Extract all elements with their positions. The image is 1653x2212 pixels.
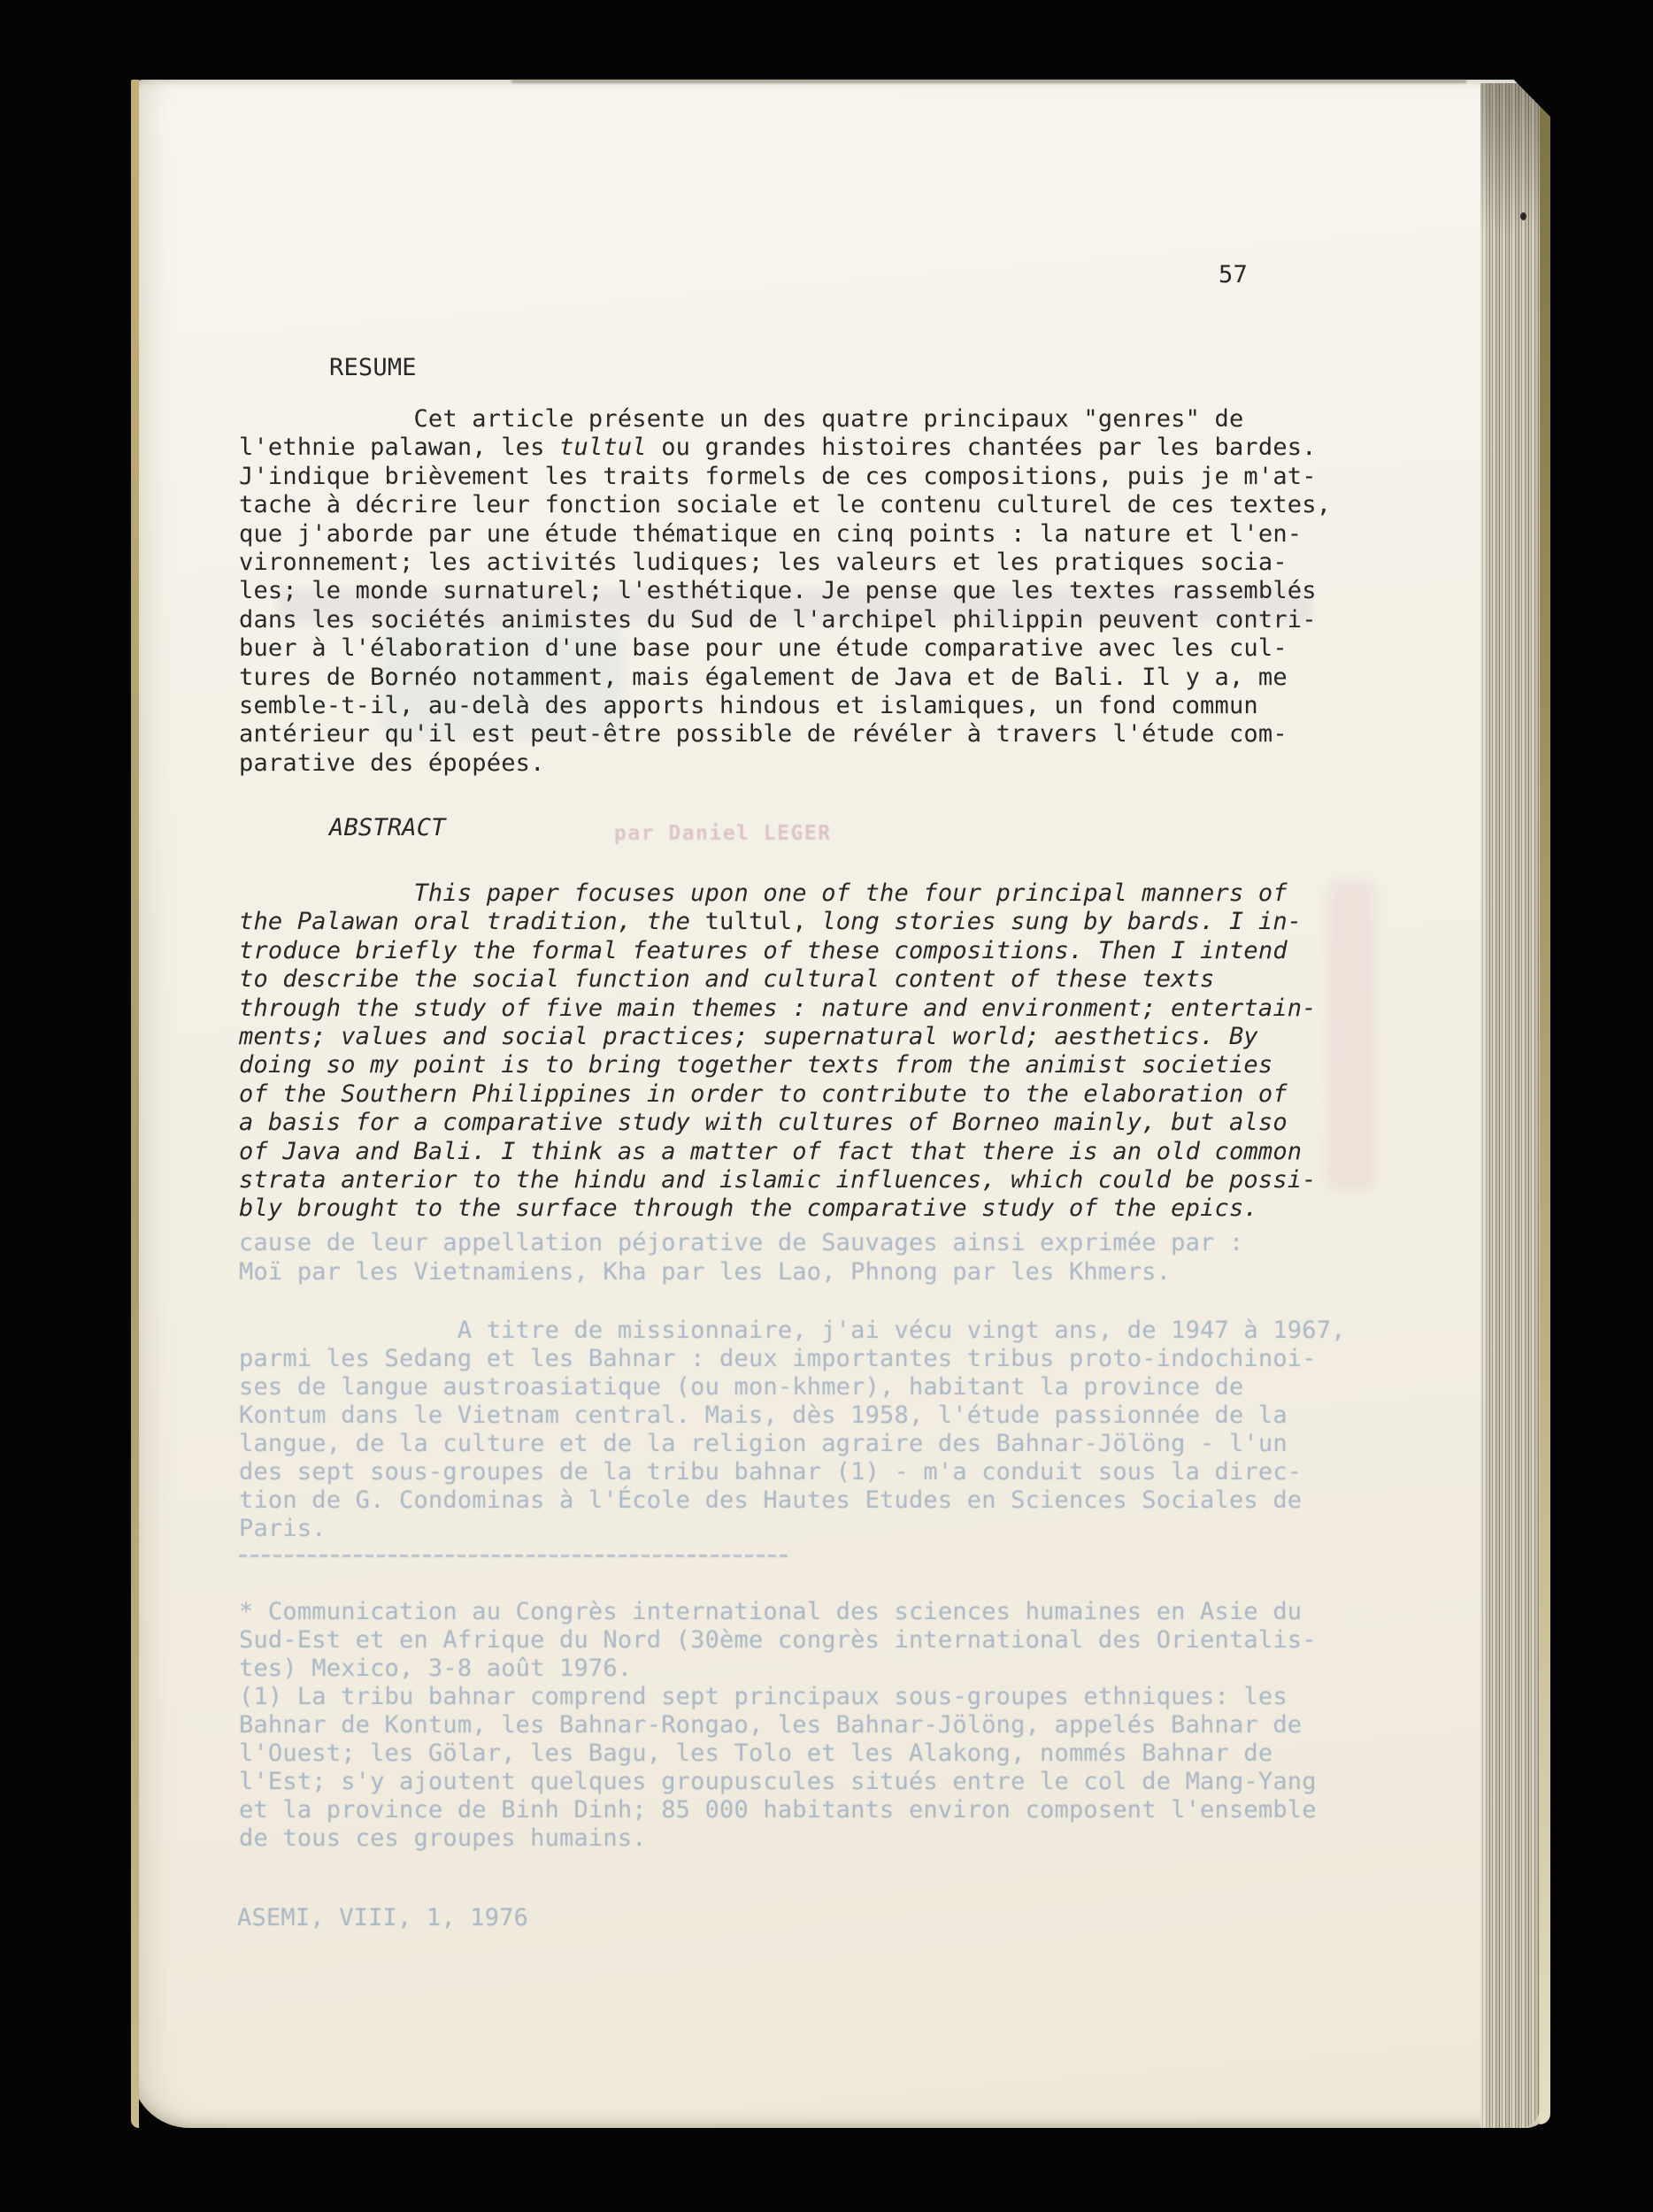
abstract-heading: ABSTRACT <box>329 814 446 841</box>
abstract-paragraph: This paper focuses upon one of the four principal manners of the Palawan oral tradition, the tultul, long stories sung by bards. I in- troduce briefly the formal features of these compositions. Then I intend to describe the social function and cultural content of these texts through the study of five main themes : nature and environment; entertain- ments; values and social practices; supernatural world; aesthetics. By doing so my point is to bring together texts from the animist societies of the Southern Philippines in order to contribute to the elaboration of a basis for a comparative study with cultures of Borneo mainly, but also of Java and Bali. I think as a matter of fact that there is an old common strata anterior to the hindu and islamic influences, which could be possi- bly brought to the surface through the comparative study of the epics. <box>239 879 1317 1223</box>
page-stack-edge <box>1480 83 1540 2128</box>
book-page <box>131 80 1550 2128</box>
bleed-smudge <box>1327 880 1376 1190</box>
bleed-footnotes: * Communication au Congrès international des sciences humaines en Asie du Sud-Est et en Afrique du Nord (30ème congrès international des Orientalis- tes) Mexico, 3-8 août 1976. (1) La tribu bahnar comprend sept principaux sous-groupes ethniques: les Bahnar de Kontum, les Bahnar-Rongao, les Bahnar-Jölöng, appelés Bahnar de l'Ouest; les Gölar, les Bagu, les Tolo et les Alakong, nommés Bahnar de l'Est; s'y ajoutent quelques groupuscules situés entre le col de Mang-Yang et la province de Binh Dinh; 85 000 habitants environ composent l'ensemble de tous ces groupes humains. <box>239 1598 1317 1852</box>
page-left-edge <box>131 80 139 2128</box>
page-number: 57 <box>1219 261 1248 288</box>
bleed-journal-footer: ASEMI, VIII, 1, 1976 <box>237 1904 529 1932</box>
resume-paragraph: Cet article présente un des quatre principaux "genres" de l'ethnie palawan, les tultul ou grandes histoires chantées par les bardes. J'indique brièvement les traits formels de ces compositions, puis je m'at- tache à décrire leur fonction sociale et le contenu culturel de ces textes, que j'aborde par une étude thématique en cinq points : la nature et l'en- vironnement; les activités ludiques; les valeurs et les pratiques socia- les; le monde surnaturel; l'esthétique. Je pense que les textes rassemblés dans les sociétés animistes du Sud de l'archipel philippin peuvent contri- buer à l'élaboration d'une base pour une étude comparative avec les cul- tures de Bornéo notamment, mais également de Java et de Bali. Il y a, me semble-t-il, au-delà des apports hindous et islamiques, un fond commun antérieur qu'il est peut-être possible de révéler à travers l'étude com- parative des épopées. <box>239 405 1332 777</box>
resume-heading: RESUME <box>329 354 417 381</box>
footnote-rule-bleed <box>239 1555 788 1557</box>
edge-speck <box>1520 212 1526 220</box>
bleed-paragraph-2: A titre de missionnaire, j'ai vécu vingt ans, de 1947 à 1967, parmi les Sedang et les Bahnar : deux importantes tribus proto-indochinoi- ses de langue austroasiatique (ou mon-khmer), habitant la province de Kontum dans le Vietnam central. Mais, dès 1958, l'étude passionnée de la langue, de la culture et de la religion agraire des Bahnar-Jölöng - l'un des sept sous-groupes de la tribu bahnar (1) - m'a conduit sous la direc- tion de G. Condominas à l'École des Hautes Etudes en Sciences Sociales de Paris. <box>239 1317 1346 1542</box>
page-top-edge <box>511 80 1466 83</box>
bleed-paragraph-1: cause de leur appellation péjorative de Sauvages ainsi exprimée par : Moï par les Vietnamiens, Kha par les Lao, Phnong par les Khmers. <box>239 1229 1244 1286</box>
book-cover-edge <box>1540 88 1550 2124</box>
bleed-byline: par Daniel LEGER <box>614 822 832 845</box>
